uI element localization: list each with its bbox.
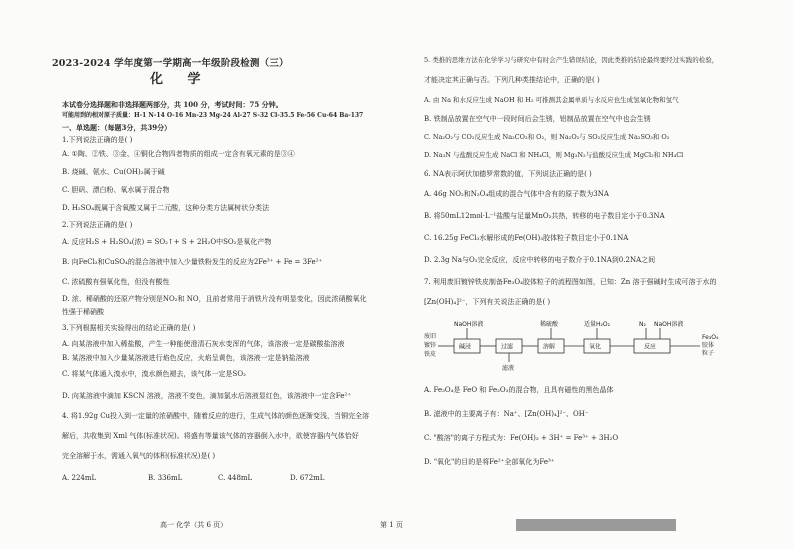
q6-option-a: A. 46g NO₂和N₂O₄组成的混合气体中含有的原子数为3NA [424, 190, 609, 198]
flow-reagent-h2so4: 稀硫酸 [540, 321, 559, 328]
q6-option-d: D. 2.3g Na与O₂完全反应，反应中转移的电子数介于0.1NA到0.2NA之间 [424, 256, 656, 264]
flow-reagent-naoh-2: NaOH溶液 [654, 321, 684, 328]
q7-option-a: A. Fe₃O₄是 FeO 和 Fe₂O₃的混合物，且具有磁性的黑色晶体 [424, 386, 614, 394]
q1-option-d: D. H₂SO₄既属于含氧酸又属于二元酸，这种分类方法属树状分类法 [62, 204, 270, 212]
q2-option-c: C. 浓硫酸有强氧化性，但没有酸性 [62, 278, 170, 286]
q2-stem: 2.下列说法正确的是( ) [62, 221, 133, 229]
q3-option-a: A. 向某溶液中加入稀盐酸，产生一种能使澄清石灰水变浑的气体，该溶液一定是碳酸盐溶液 [62, 340, 345, 348]
section-heading: 一、单选题：（每题3分，共39分） [62, 123, 172, 132]
q4-option-b: B. 336mL [148, 474, 183, 482]
flow-step-oxidize: 氧化 [589, 343, 602, 351]
flow-reagent-h2o2: 适量H₂O₂ [584, 321, 611, 328]
flow-step-react: 反应 [644, 343, 657, 351]
flow-end-2: 胶体 [702, 342, 715, 349]
flow-step-filter: 过滤 [501, 343, 514, 351]
flow-reagent-n2: N₂ [639, 321, 646, 328]
q2-option-d-cont: 性强于稀硝酸 [62, 308, 104, 316]
exam-title: 2023-2024 学年度第一学期高一年级阶段检测（三） [52, 58, 289, 69]
flow-reagent-naoh: NaOH溶液 [454, 321, 484, 328]
redaction-bar [516, 519, 676, 531]
q7-option-d: D. "氧化"的目的是将Fe²⁺全部氧化为Fe³⁺ [424, 458, 555, 466]
q5-option-d: D. Na₃N 与盐酸反应生成 NaCl 和 NH₄Cl，则 Mg₃N₂与盐酸反应生成 MgCl₂和 NH₄Cl [424, 151, 684, 159]
flow-diagram [424, 316, 764, 376]
q4-stem-cont-1: 解后，共收集到 Xml 气体(标准状况)。将盛有等量该气体的容器倒入水中，欲使容器内气体恰好 [62, 432, 359, 440]
q6-stem: 6. NA表示阿伏加德罗常数的值，下列说法正确的是( ) [424, 170, 592, 178]
q1-option-c: C. 胆矾、漂白粉、氧水属于混合物 [62, 186, 170, 194]
q1-option-b: B. 烧碱、氨水、Cu(OH)₂属于碱 [62, 168, 165, 176]
flow-start-2: 镀锌 [424, 342, 437, 349]
q5-option-a: A. 由 Na 和水反应生成 NaOH 和 H₂ 可推测其金属单质与水反应也生成氢氧化物和氢气 [424, 96, 679, 104]
q5-option-b: B. 铁制品放置在空气中一段时间后会生锈，铝制品放置在空气中也会生锈 [424, 115, 651, 123]
subject-title: 化 学 [150, 72, 211, 87]
q7-stem: 7. 利用废旧镀锌铁皮制备Fe₃O₄胶体粒子的流程图如图，已知：Zn 溶于强碱时生成可溶于水的 [424, 278, 717, 286]
q5-stem-cont: 才能决定其正确与否。下列几种类推结论中，正确的是( ) [424, 76, 600, 84]
q4-option-c: C. 448mL [218, 474, 253, 482]
q4-stem-cont-2: 完全溶解于水，需通入氧气的体积(标准状况)是( ) [62, 452, 216, 460]
q3-option-d: D. 向某溶液中滴加 KSCN 溶液，溶液不变色，滴加氯水后溶液显红色，该溶液中一定含Fe²⁺ [62, 392, 351, 400]
exam-info-line-1: 本试卷分选择题和非选择题两部分，共 100 分，考试时间：75 分钟。 [62, 100, 283, 109]
q1-option-a: A. ①陶、②铁、③金、④铜化合物四者物质的组成一定含有氧元素的是③④ [62, 150, 295, 158]
exam-info-line-2: 可能用到的相对原子质量：H-1 N-14 O-16 Mn-23 Mg-24 Al-27 S-32 Cl-35.5 Fe-56 Cu-64 Ba-137 [62, 112, 364, 119]
flow-start-3: 铁皮 [424, 351, 437, 358]
q5-option-c: C. Na₂O₂与 CO₂反应生成 Na₂CO₃和 O₂，则 Na₂O₂与 SO₂反应生成 Na₂SO₃和 O₂ [424, 133, 670, 141]
q3-option-c: C. 将某气体通入溴水中，溴水颜色褪去，该气体一定是SO₂ [62, 370, 246, 378]
q7-option-b: B. 滤液中的主要离子有：Na⁺、[Zn(OH)₄]²⁻、OH⁻ [424, 410, 589, 418]
flow-filtrate-label: 滤液 [502, 365, 515, 372]
q4-stem: 4. 将1.92g Cu投入到一定量的浓硝酸中，随着反应的进行，生成气体的颜色逐渐变浅，当铜完全溶 [62, 412, 370, 420]
q2-option-d: D. 浓、稀硝酸的还原产物分别是NO₂和 NO，且前者常用于消铁片没有明显变化，因此浓硝酸氧化 [62, 295, 367, 303]
flow-start-1: 废旧 [424, 333, 437, 340]
q2-option-a: A. 反应H₂S + H₂SO₄(浓) = SO₂↑+ S + 2H₂O中SO₂是氧化产物 [62, 238, 272, 246]
flow-end-3: 粒子 [702, 350, 715, 357]
footer-page-number: 第 1 页 [380, 521, 403, 529]
q4-option-d: D. 672mL [290, 474, 325, 482]
footer-left: 高一 化学（共 6 页） [160, 521, 228, 529]
q5-stem: 5. 类推的思维方法在化学学习与研究中有时会产生错误结论，因此类推的结论最终要经过实践的检验， [424, 56, 719, 64]
flow-step-alkali-leach: 碱浸 [459, 343, 472, 351]
q7-stem-cont: [Zn(OH)₄]²⁻，下列有关说法正确的是( ) [424, 298, 551, 306]
q3-stem: 3.下列根据相关实验得出的结论正确的是( ) [62, 324, 196, 332]
q7-option-c: C. "酸溶"的离子方程式为：Fe(OH)₃ + 3H⁺ = Fe³⁺ + 3H₂O [424, 434, 619, 442]
q2-option-b: B. 向FeCl₃和CuSO₄的混合溶液中加入少量铁粉发生的反应为2Fe³⁺ + Fe = 3Fe²⁺ [62, 258, 323, 266]
flow-end-1: Fe₃O₄ [702, 334, 719, 341]
q1-stem: 1.下列说法正确的是( ) [62, 136, 133, 144]
q3-option-b: B. 某溶液中加入少量某溶液进行焰色反应，火焰呈黄色，该溶液一定是钠盐溶液 [62, 354, 310, 362]
flow-step-dissolve: 溶解 [543, 343, 556, 351]
q4-option-a: A. 224mL [62, 474, 97, 482]
q6-option-b: B. 将50mL12mol·L⁻¹盐酸与足量MnO₂共热，转移的电子数目定小于0.3NA [424, 212, 665, 220]
q6-option-c: C. 16.25g FeCl₃水解形成的Fe(OH)₃胶体粒子数目定小于0.1NA [424, 234, 629, 242]
